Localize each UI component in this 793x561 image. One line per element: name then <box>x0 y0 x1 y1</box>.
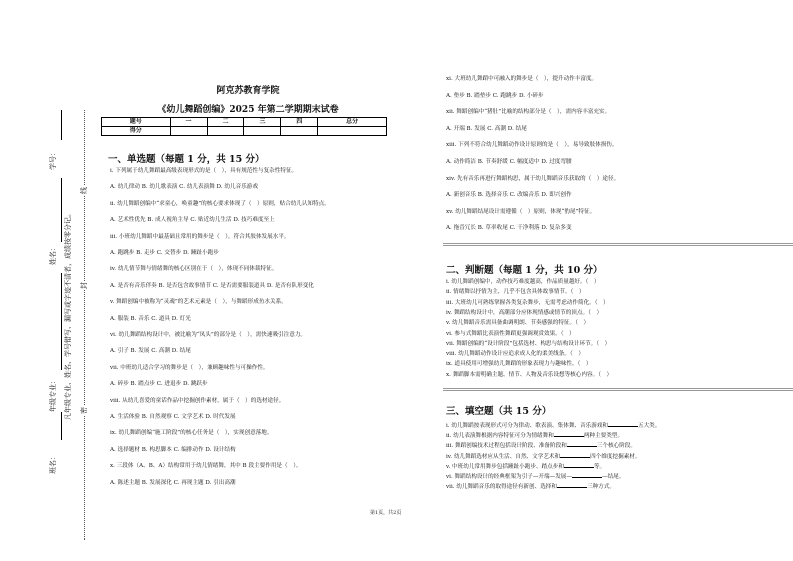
grade-major-label: 年级专业： <box>49 377 57 412</box>
fill-blank-text: 两种主要类型。 <box>583 433 623 440</box>
fill-blank-item <box>446 482 615 491</box>
score-row-label: 得分 <box>102 127 171 136</box>
question-text: i. 下列属于幼儿舞蹈最高级表现形式的是（ ），具有规范性与复杂性特征。 <box>110 168 298 174</box>
question-options: A. 陈述主题 B. 发展深化 C. 再现主题 D. 引出高潮 <box>110 479 236 486</box>
question-text: xv. 幼儿舞蹈结尾设计需遵循（ ）原则，体现“豹尾”特征。 <box>446 208 596 215</box>
grade-major-line[interactable] <box>61 273 62 370</box>
blank-field[interactable] <box>564 462 594 468</box>
question-options: A. 选择题材 B. 构思脚本 C. 编排动作 D. 设计结构 <box>110 446 236 453</box>
fill-blank-text: iii. 舞蹈创编技术过程包括设计阶段、准备阶段和 <box>446 443 567 450</box>
fill-blank-text: —结尾。 <box>601 474 625 480</box>
question-text: vii. 中班幼儿适合学习的舞步是（ ），兼顾趣味性与可操作性。 <box>110 364 269 371</box>
question-text: iii. 小班幼儿舞蹈中最基础且常用的舞步是（ ），符合其肢体发展水平。 <box>110 233 290 240</box>
score-cell[interactable] <box>207 127 244 136</box>
seal-feng: 封 <box>80 282 88 289</box>
question-options: A. 引子 B. 发展 C. 高潮 D. 结尾 <box>110 348 191 355</box>
student-id-label: 学号： <box>49 149 57 170</box>
school-name: 阿克苏教育学院 <box>216 86 280 96</box>
question-options: A. 动作简洁 B. 节奏舒缓 C. 幅度适中 D. 过度弯腰 <box>446 159 572 165</box>
question-options: A. 跑跳步 B. 走步 C. 交替步 D. 踵趾小跑步 <box>110 250 219 256</box>
fill-blank-text: vii. 幼儿舞蹈音乐的取得途径有新创、选择和 <box>446 484 557 491</box>
blank-field[interactable] <box>560 452 590 458</box>
score-header: 三 <box>244 118 281 127</box>
fill-blank-text: 四个维度挖掘素材。 <box>590 453 641 460</box>
fill-blank-item <box>446 472 624 481</box>
question-options: A. 新创音乐 B. 选择音乐 C. 改编音乐 D. 即兴创作 <box>446 192 572 199</box>
question-text: viii. 从幼儿喜爱的童话作品中挖掘创作素材，属于（ ）的选材途径。 <box>110 397 285 404</box>
judgment-item: v. 幼儿舞蹈音乐需具备曲调明朗、节奏感强的特征。（ ） <box>446 320 590 327</box>
exam-title: 《幼儿舞蹈创编》2025 年第二学期期末试卷 <box>157 105 339 115</box>
fill-blank-item <box>446 441 636 450</box>
page-number: 第1页，共2页 <box>370 510 402 516</box>
fill-blank-text: 等。 <box>593 463 606 470</box>
judgment-item: i. 幼儿舞蹈创编中，动作技巧难度越高，作品质量越好。（ ） <box>446 279 600 285</box>
judgment-item: iii. 大班幼儿可熟练掌握各类复杂舞步，无需考虑动作简化。（ ） <box>446 299 609 306</box>
question-text: v. 舞蹈创编中被称为“灵魂”的艺术元素是（ ），与舞蹈形成鱼水关系。 <box>110 299 287 306</box>
question-options: A. 碎步 B. 踏点步 C. 进退步 D. 跳跃步 <box>110 381 208 388</box>
question-text: xiv. 先有音乐再进行舞蹈构思，属于幼儿舞蹈音乐获取的（ ）途径。 <box>446 175 620 182</box>
judgment-item: viii. 幼儿舞蹈动作设计应追求成人化的柔美线条。（ ） <box>446 351 584 358</box>
judgment-item: iv. 舞蹈结构设计中，高潮部分应体现情感或情节的顶点。（ ） <box>446 309 603 316</box>
blank-field[interactable] <box>608 421 638 427</box>
fill-blank-text: ii. 幼儿表演舞根据内容特征可分为情绪舞和 <box>446 433 554 440</box>
question-options: A. 开端 B. 发展 C. 高潮 D. 结尾 <box>446 125 527 132</box>
judgment-item: vii. 舞蹈创编的“设计阶段”包括选材、构思与结构设计环节。（ ） <box>446 340 611 347</box>
question-text: iv. 幼儿情节舞与情绪舞的核心区别在于（ ），体现不同体裁特征。 <box>110 266 278 273</box>
fill-blank-text: vi. 舞蹈结构设计的经典框架为引子—开端—发展— <box>446 474 572 480</box>
fill-blank-text: 三种方式。 <box>586 484 615 491</box>
fill-blank-text: 三个核心阶段。 <box>596 443 636 450</box>
student-id-line[interactable] <box>61 110 62 140</box>
blank-field[interactable] <box>572 472 602 478</box>
question-options: A. 垫步 B. 踏垫步 C. 跑跳步 D. 小碎步 <box>446 92 544 99</box>
question-text: ii. 幼儿舞蹈创编中“求童心，唤童趣”的核心要求体现了（ ）原则，贴合幼儿认知特点。 <box>110 200 330 207</box>
question-text: xiii. 下列不符合幼儿舞蹈动作设计原则的是（ ），易导致肢体损伤。 <box>446 142 618 149</box>
section3-title: 三、填空题（共 15 分） <box>446 406 552 417</box>
score-header: 一 <box>170 118 207 127</box>
question-text: xii. 舞蹈创编中“猪肚”比喻的结构部分是（ ），需内容丰富充实。 <box>446 109 611 116</box>
score-header: 二 <box>207 118 244 127</box>
blank-field[interactable] <box>567 441 597 447</box>
score-cell[interactable] <box>318 127 387 136</box>
judgment-item: ii. 情绪舞以抒情为主，几乎不包含具体故事情节。（ ） <box>446 289 585 296</box>
seal-line <box>84 110 85 540</box>
name-label: 姓名： <box>49 244 57 265</box>
score-header: 总分 <box>318 118 387 127</box>
fill-blank-text: 五大类。 <box>637 423 661 429</box>
seal-xian: 线 <box>80 187 88 194</box>
class-label: 班名： <box>49 453 57 474</box>
fill-blank-item <box>446 431 623 440</box>
question-options: A. 拖沓冗长 B. 草率收尾 C. 干净利落 D. 复杂多变 <box>446 225 572 232</box>
fill-blank-item <box>446 462 605 471</box>
judgment-item: x. 舞蹈脚本需明确主题、情节、人物及音乐设想等核心内容。（ ） <box>446 371 613 378</box>
class-line[interactable] <box>61 412 62 440</box>
binding-margin <box>30 110 110 540</box>
score-cell[interactable] <box>170 127 207 136</box>
score-cell[interactable] <box>281 127 318 136</box>
fill-blank-text: i. 幼儿舞蹈按表现形式可分为律动、歌表演、集体舞、音乐游戏和 <box>446 423 608 429</box>
fill-blank-item <box>446 452 640 461</box>
fill-blank-text: iv. 幼儿舞蹈选材应从生活、自然、文学艺术和 <box>446 453 561 460</box>
question-options: A. 艺术性优先 B. 成人视角主导 C. 贴近幼儿生活 D. 技巧难度至上 <box>110 217 275 224</box>
blank-field[interactable] <box>557 482 587 488</box>
seal-mi: 密 <box>80 407 88 414</box>
divider <box>443 243 793 246</box>
section1-title: 一、单选题（每题 1 分，共 15 分） <box>108 154 265 165</box>
score-header: 四 <box>281 118 318 127</box>
judgment-item: ix. 道具使用可增强幼儿舞蹈的形象表现力与趣味性。（ ） <box>446 361 592 368</box>
blank-field[interactable] <box>554 431 584 437</box>
fill-blank-text: v. 中班幼儿常用舞步包括踵趾小跑步、踏点步和 <box>446 463 564 470</box>
question-text: ix. 幼儿舞蹈创编“施工阶段”的核心任务是（ ），实现创意落地。 <box>110 430 273 437</box>
question-text: x. 三段体（A、B、A）结构常用于幼儿情绪舞，其中 B 段主要作用是（ ）。 <box>110 463 302 470</box>
question-options: A. 生活体验 B. 自然观察 C. 文学艺术 D. 时代发展 <box>110 414 236 420</box>
binding-notice: 凡年级专业、姓名、学号错写、漏写或字迹不清者，成绩按零分记。 <box>64 210 72 420</box>
divider <box>443 388 793 391</box>
score-cell[interactable] <box>244 127 281 136</box>
name-line[interactable] <box>61 178 62 242</box>
section2-title: 二、判断题（每题 1 分，共 10 分） <box>446 265 603 276</box>
question-options: A. 是否有音乐伴奏 B. 是否包含故事情节 C. 是否需要服装道具 D. 是否有队形变化 <box>110 282 314 289</box>
question-text: xi. 大班幼儿舞蹈中可融入的舞步是（ ），提升动作丰富度。 <box>446 76 598 82</box>
score-header: 题号 <box>102 118 171 127</box>
question-options: A. 服装 B. 音乐 C. 道具 D. 灯光 <box>110 315 191 322</box>
fill-blank-item <box>446 421 660 430</box>
question-options: A. 幼儿律动 B. 幼儿歌表演 C. 幼儿表演舞 D. 幼儿音乐游戏 <box>110 184 258 191</box>
score-table <box>101 117 387 136</box>
question-text: vi. 幼儿舞蹈结构设计中，被比喻为“凤头”的部分是（ ），需快速吸引注意力。 <box>110 332 307 338</box>
judgment-item: vi. 参与式舞蹈比表演性舞蹈更强调观赏效果。（ ） <box>446 330 575 337</box>
